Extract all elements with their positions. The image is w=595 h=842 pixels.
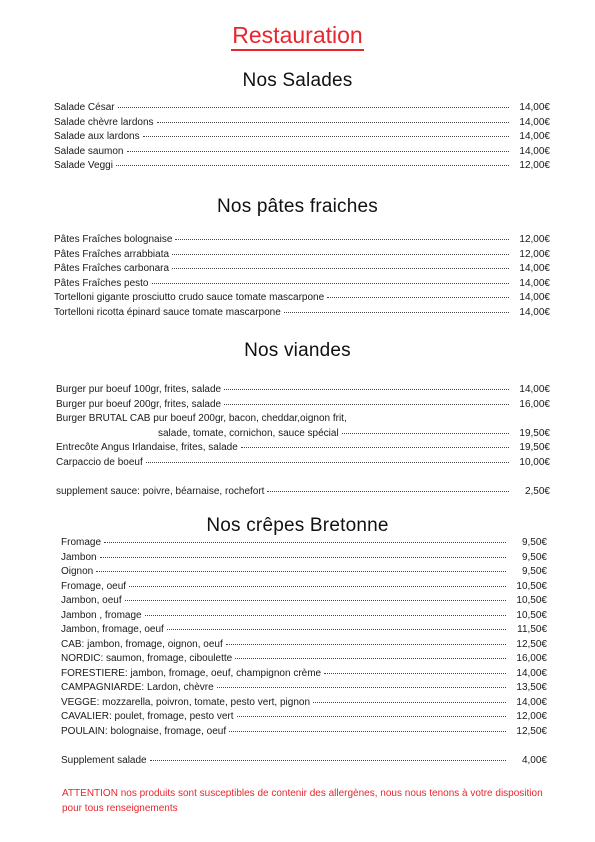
item-price: 12,50€ xyxy=(516,638,547,650)
item-name: CAB: jambon, fromage, oignon, oeuf xyxy=(61,638,223,650)
menu-list-crepes xyxy=(61,536,547,768)
item-name: Entrecôte Angus Irlandaise, frites, salade xyxy=(56,442,238,453)
dot-leader xyxy=(226,644,506,645)
item-price: 10,50€ xyxy=(516,595,547,606)
dot-leader xyxy=(100,557,506,558)
item-price: 12,50€ xyxy=(516,725,547,737)
item-price: 2,50€ xyxy=(524,485,550,497)
item-name: VEGGE: mozzarella, poivron, tomate, pesto vert, pignon xyxy=(61,696,311,708)
dot-leader xyxy=(175,239,509,240)
menu-item-supplement xyxy=(56,485,550,500)
item-name: NORDIC: saumon, fromage, ciboulette xyxy=(61,653,233,664)
item-price: 14,00€ xyxy=(519,384,550,395)
item-name: POULAIN: bolognaise, fromage, oeuf xyxy=(61,725,227,737)
dot-leader xyxy=(125,600,506,601)
menu-item xyxy=(56,398,550,413)
dot-leader xyxy=(284,312,509,313)
item-price: 9,50€ xyxy=(521,551,547,563)
item-price: 4,00€ xyxy=(521,754,547,766)
item-name: Jambon, oeuf xyxy=(61,595,122,606)
dot-leader xyxy=(129,586,506,587)
dot-leader xyxy=(152,283,510,284)
dot-leader xyxy=(172,254,509,255)
item-name: Burger BRUTAL CAB pur boeuf 200gr, bacon, cheddar,oignon frit, xyxy=(56,413,347,424)
item-price: 12,00€ xyxy=(516,711,547,722)
dot-leader xyxy=(267,491,509,492)
section-title-salades: Nos Salades xyxy=(242,70,353,91)
item-name: Salade aux lardons xyxy=(54,131,140,142)
item-name: Tortelloni ricotta épinard sauce tomate mascarpone xyxy=(54,306,281,318)
menu-item xyxy=(56,383,550,398)
item-price: 9,50€ xyxy=(521,566,547,577)
item-name: supplement sauce: poivre, béarnaise, rochefort xyxy=(56,485,265,497)
menu-item xyxy=(54,116,550,131)
item-price: 14,00€ xyxy=(516,696,547,708)
dot-leader xyxy=(327,297,509,298)
item-name: Burger pur boeuf 100gr, frites, salade xyxy=(56,384,222,395)
dot-leader xyxy=(235,658,506,659)
dot-leader xyxy=(313,702,506,703)
menu-item xyxy=(61,725,547,740)
item-name: Pâtes Fraîches pesto xyxy=(54,277,149,289)
item-price: 14,00€ xyxy=(519,263,550,274)
dot-leader xyxy=(342,433,509,434)
spacer xyxy=(61,739,547,754)
menu-item xyxy=(54,291,550,306)
menu-item xyxy=(61,696,547,711)
dot-leader xyxy=(241,447,509,448)
item-price: 10,50€ xyxy=(516,580,547,592)
item-name: Salade Veggi xyxy=(54,160,113,171)
item-price: 16,00€ xyxy=(519,398,550,410)
menu-item xyxy=(61,667,547,682)
menu-item xyxy=(54,262,550,277)
item-price: 12,00€ xyxy=(519,248,550,260)
item-name: Burger pur boeuf 200gr, frites, salade xyxy=(56,398,222,410)
item-price: 14,00€ xyxy=(519,277,550,289)
menu-item xyxy=(54,159,550,174)
item-price: 14,00€ xyxy=(519,306,550,318)
menu-item xyxy=(54,306,550,321)
item-price: 14,00€ xyxy=(519,145,550,157)
item-price: 14,00€ xyxy=(519,292,550,303)
menu-list-pates xyxy=(54,233,550,320)
item-price: 10,00€ xyxy=(519,456,550,468)
dot-leader xyxy=(96,571,506,572)
dot-leader xyxy=(118,107,509,108)
dot-leader xyxy=(127,151,510,152)
section-title-viandes: Nos viandes xyxy=(244,340,351,361)
menu-item xyxy=(54,233,550,248)
item-name: Oignon xyxy=(61,566,94,577)
menu-item xyxy=(61,623,547,638)
item-name: Fromage xyxy=(61,537,102,548)
item-name: Jambon, fromage, oeuf xyxy=(61,624,164,635)
dot-leader xyxy=(224,404,509,405)
page-title-wrap xyxy=(0,22,595,51)
page-title: Restauration xyxy=(231,22,363,51)
menu-item xyxy=(54,130,550,145)
item-name: CAVALIER: poulet, fromage, pesto vert xyxy=(61,711,234,722)
item-price: 12,00€ xyxy=(519,160,550,171)
section-title-pates: Nos pâtes fraiches xyxy=(217,196,378,217)
item-price: 10,50€ xyxy=(516,609,547,621)
menu-item xyxy=(61,638,547,653)
menu-item xyxy=(54,248,550,263)
dot-leader xyxy=(324,673,506,674)
menu-item xyxy=(54,101,550,116)
menu-item xyxy=(61,565,547,580)
menu-item xyxy=(61,652,547,667)
menu-list-viandes xyxy=(56,383,550,499)
item-name: Salade saumon xyxy=(54,145,124,157)
dot-leader xyxy=(237,716,507,717)
item-name: Salade chèvre lardons xyxy=(54,116,154,128)
dot-leader xyxy=(145,615,506,616)
item-name: CAMPAGNIARDE: Lardon, chèvre xyxy=(61,682,214,693)
item-price: 12,00€ xyxy=(519,234,550,245)
item-name: Fromage, oeuf xyxy=(61,580,127,592)
menu-item xyxy=(61,710,547,725)
item-price: 14,00€ xyxy=(519,131,550,142)
menu-item xyxy=(61,536,547,551)
menu-item xyxy=(56,441,550,456)
dot-leader xyxy=(146,462,509,463)
menu-item xyxy=(56,456,550,471)
dot-leader xyxy=(116,165,509,166)
item-name: Supplement salade xyxy=(61,754,147,766)
dot-leader xyxy=(143,136,509,137)
item-price: 11,50€ xyxy=(517,624,547,635)
menu-item-supplement xyxy=(61,754,547,769)
item-name: Jambon , fromage xyxy=(61,609,142,621)
menu-item xyxy=(54,145,550,160)
item-price: 19,50€ xyxy=(519,442,550,453)
item-name: Tortelloni gigante prosciutto crudo sauce tomate mascarpone xyxy=(54,292,325,303)
dot-leader xyxy=(104,542,506,543)
item-name: Pâtes Fraîches carbonara xyxy=(54,263,170,274)
dot-leader xyxy=(229,731,506,732)
menu-list-salades xyxy=(54,101,550,174)
dot-leader xyxy=(150,760,506,761)
item-name: Jambon xyxy=(61,551,97,563)
dot-leader xyxy=(224,389,509,390)
item-name: Carpaccio de boeuf xyxy=(56,456,143,468)
item-price: 14,00€ xyxy=(519,102,550,113)
menu-item xyxy=(61,681,547,696)
menu-item xyxy=(61,609,547,624)
item-name: Salade César xyxy=(54,102,115,113)
item-price: 14,00€ xyxy=(519,116,550,128)
spacer xyxy=(56,470,550,485)
menu-item xyxy=(61,594,547,609)
item-name: FORESTIERE: jambon, fromage, oeuf, champignon crème xyxy=(61,667,322,679)
menu-item xyxy=(61,551,547,566)
menu-item xyxy=(54,277,550,292)
dot-leader xyxy=(172,268,509,269)
menu-item xyxy=(61,580,547,595)
dot-leader xyxy=(157,122,509,123)
item-price: 9,50€ xyxy=(521,537,547,548)
item-name: Pâtes Fraîches arrabbiata xyxy=(54,248,170,260)
item-price: 16,00€ xyxy=(516,653,547,664)
item-name: Pâtes Fraîches bolognaise xyxy=(54,234,173,245)
menu-item-continued xyxy=(56,427,550,442)
dot-leader xyxy=(167,629,506,630)
item-price: 19,50€ xyxy=(519,427,550,439)
item-name: salade, tomate, cornichon, sauce spécial xyxy=(158,427,339,439)
item-price: 13,50€ xyxy=(516,682,547,693)
menu-item xyxy=(56,412,550,427)
allergen-notice: ATTENTION nos produits sont susceptibles de contenir des allergènes, nous nous tenons à votre disposition pour tous renseignements xyxy=(62,788,543,814)
dot-leader xyxy=(217,687,506,688)
section-title-crepes: Nos crêpes Bretonne xyxy=(206,515,389,536)
item-price: 14,00€ xyxy=(516,667,547,679)
